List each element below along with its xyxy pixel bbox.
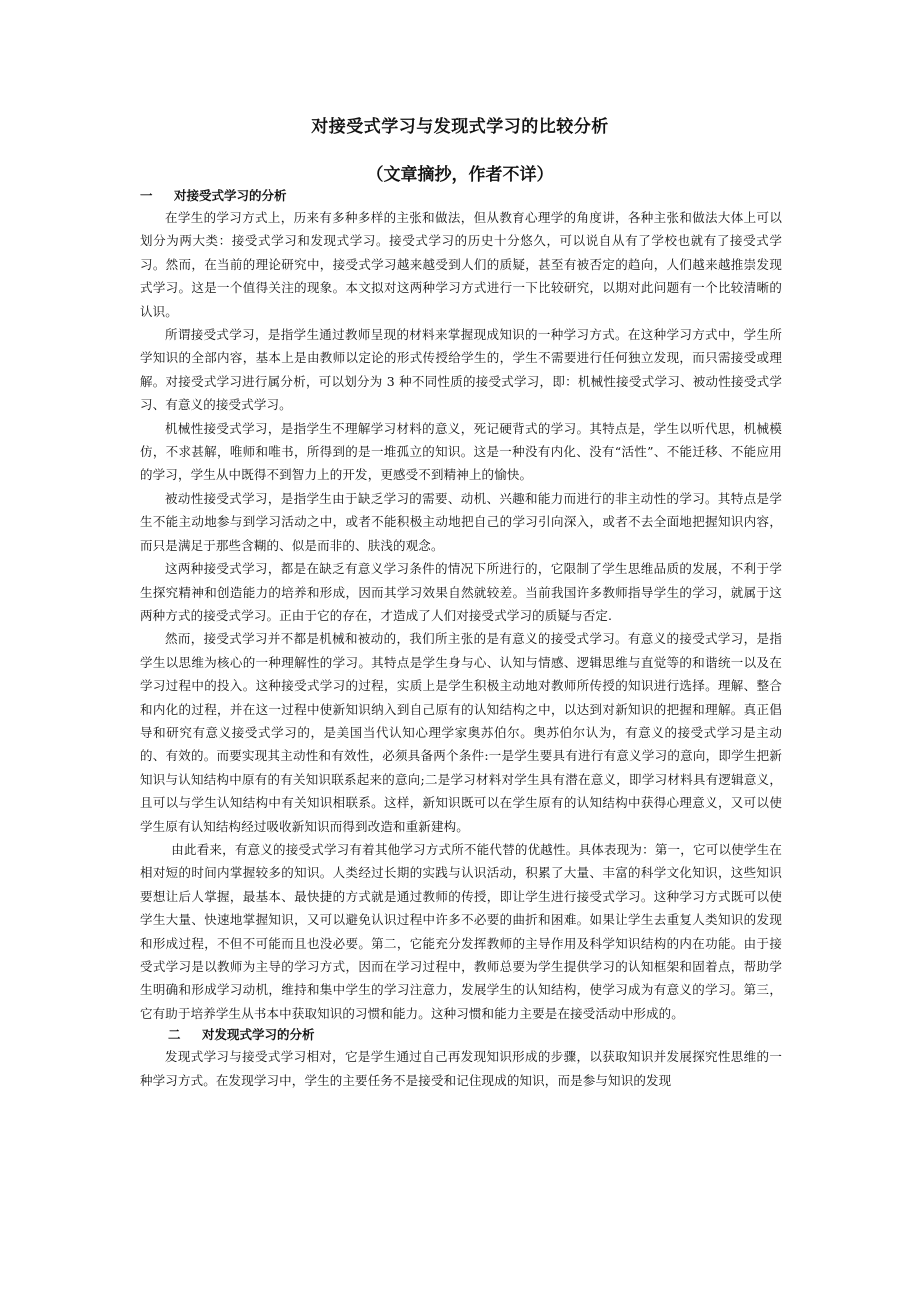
- section-2-heading: [140, 1025, 782, 1045]
- section-1-title: 对接受式学习的分析: [174, 188, 287, 203]
- paragraph: 所谓接受式学习，是指学生通过教师呈现的材料来掌握现成知识的一种学习方式。在这种学习方式中，学生所学知识的全部内容，基本上是由教师以定论的形式传授给学生的，学生不需要进行任何独立发现，而只需接受或理解。对接受式学习进行属分析，可以划分为 3 种不同性质的接受式学习，即：机械性接受式学习、被动性接受式学习、有意义的接受式学习。: [140, 327, 782, 413]
- document-subtitle: （文章摘抄，作者不详）: [366, 165, 554, 185]
- page-bottom-clip: [140, 1045, 782, 1091]
- section-2-title: 对发现式学习的分析: [202, 1027, 315, 1043]
- document-body: [140, 186, 782, 1091]
- document-title: 对接受式学习与发现式学习的比较分析: [311, 117, 609, 137]
- paragraph: 被动性接受式学习，是指学生由于缺乏学习的需要、动机、兴趣和能力而进行的非主动性的学习。其特点是学生不能主动地参与到学习活动之中，或者不能积极主动地把自己的学习引向深入，或者不去全面地把握知识内容，而只是满足于那些含糊的、似是而非的、肤浅的观念。: [140, 490, 782, 553]
- paragraph: 然而，接受式学习并不都是机械和被动的，我们所主张的是有意义的接受式学习。有意义的接受式学习，是指学生以思维为核心的一种理解性的学习。其特点是学生身与心、认知与情感、逻辑思维与直觉等的和谐统一以及在学习过程中的投入。这种接受式学习的过程，实质上是学生积极主动地对教师所传授的知识进行选择。理解、整合和内化的过程，并在这一过程中使新知识纳入到自己原有的认知结构之中，以达到对新知识的把握和理解。真正倡导和研究有意义接受式学习的，是美国当代认知心理学家奥苏伯尔。奥苏伯尔认为，有意义的接受式学习是主动的、有效的。而要实现其主动性和有效性，必须具备两个条件:一是学生要具有进行有意义学习的意向，即学生把新知识与认知结构中原有的有关知识联系起来的意向;二是学习材料对学生具有潜在意义，即学习材料具有逻辑意义，且可以与学生认知结构中有关知识相联系。这样，新知识既可以在学生原有的认知结构中获得心理意义，又可以使学生原有认知结构经过吸收新知识而得到改造和重新建构。: [140, 631, 782, 834]
- paragraph: 在学生的学习方式上，历来有多种多样的主张和做法，但从教育心理学的角度讲，各种主张和做法大体上可以划分为两大类：接受式学习和发现式学习。接受式学习的历史十分悠久，可以说自从有了学校也就有了接受式学习。然而，在当前的理论研究中，接受式学习越来越受到人们的质疑，甚至有被否定的趋向，人们越来越推崇发现式学习。这是一个值得关注的现象。本文拟对这两种学习方式进行一下比较研究，以期对此问题有一个比较清晰的认识。: [140, 210, 782, 319]
- section-1-heading: [140, 186, 782, 206]
- paragraph: 由此看来，有意义的接受式学习有着其他学习方式所不能代替的优越性。具体表现为：第一，它可以使学生在相对短的时间内掌握较多的知识。人类经过长期的实践与认识活动，积累了大量、丰富的科学文化知识，这些知识要想让后人掌握，最基本、最快捷的方式就是通过教师的传授，即让学生进行接受式学习。这种学习方式既可以使学生大量、快速地掌握知识，又可以避免认识过程中许多不必要的曲折和困难。如果让学生去重复人类知识的发现和形成过程，不但不可能而且也没必要。第二，它能充分发挥教师的主导作用及科学知识结构的内在功能。由于接受式学习是以教师为主导的学习方式，因而在学习过程中，教师总要为学生提供学习的认知框架和固着点，帮助学生明确和形成学习动机，维持和集中学生的学习注意力，发展学生的认知结构，使学习成为有意义的学习。第三，它有助于培养学生从书本中获取知识的习惯和能力。这种习惯和能力主要是在接受活动中形成的。: [140, 841, 782, 1021]
- paragraph: 这两种接受式学习，都是在缺乏有意义学习条件的情况下所进行的，它限制了学生思维品质的发展，不利于学生探究精神和创造能力的培养和形成，因而其学习效果自然就较差。当前我国许多教师指导学生的学习，就属于这两种方式的接受式学习。正由于它的存在，才造成了人们对接受式学习的质疑与否定.: [140, 561, 782, 623]
- paragraph: 发现式学习与接受式学习相对，它是学生通过自己再发现知识形成的步骤，以获取知识并发展探究性思维的一种学习方式。在发现学习中，学生的主要任务不是接受和记住现成的知识，而是参与知识的发现: [140, 1049, 782, 1088]
- paragraph: 机械性接受式学习，是指学生不理解学习材料的意义，死记硬背式的学习。其特点是，学生以听代思，机械模仿，不求甚解，唯师和唯书，所得到的是一堆孤立的知识。这是一种没有内化、没有“活性”、不能迁移、不能应用的学习，学生从中既得不到智力上的开发，更感受不到精神上的愉快。: [140, 420, 782, 483]
- section-2-number: 二: [168, 1027, 181, 1043]
- section-1-number: 一: [140, 188, 153, 203]
